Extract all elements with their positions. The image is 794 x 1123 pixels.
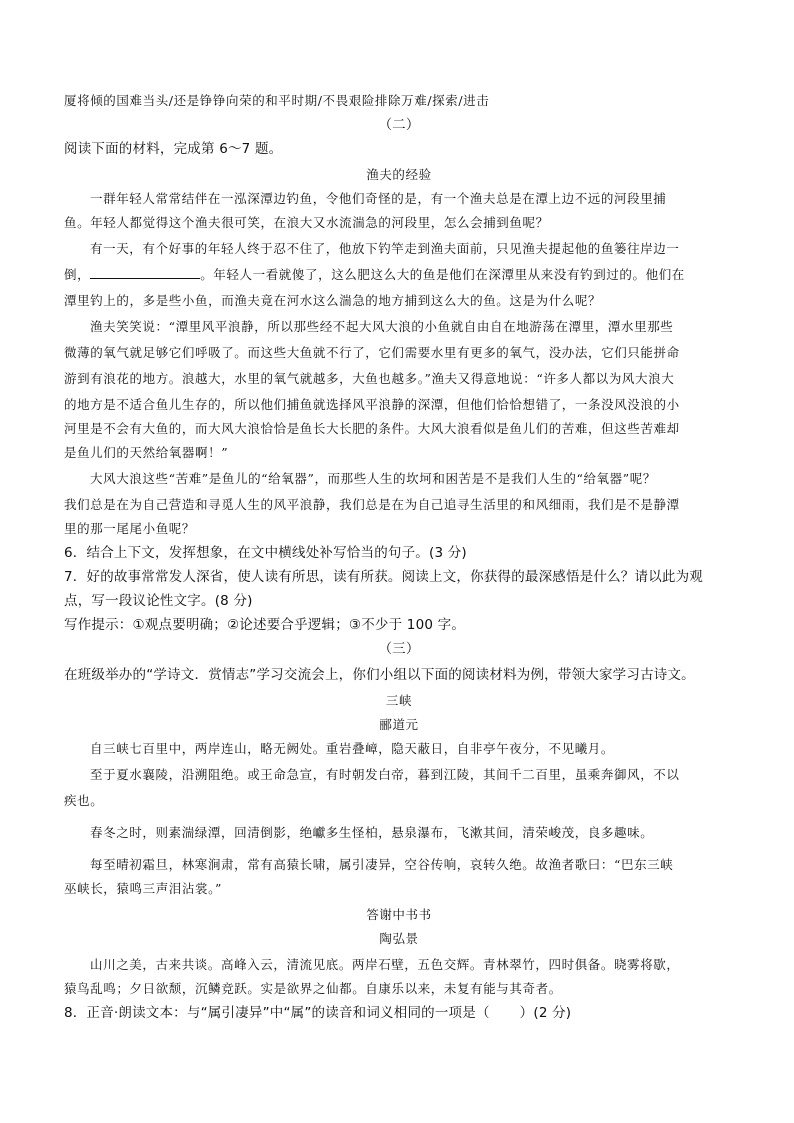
passage-p3-line2: 微薄的氧气就足够它们呼吸了。而这些大鱼就不行了，它们需要水里有更多的氧气，没办法，它们只能拼命 (64, 345, 680, 360)
text2-line2: 猿鸟乱鸣；夕日欲颓，沉鳞竞跃。实是欲界之仙都。自康乐以来，未复有能与其奇者。 (64, 981, 562, 996)
passage-p2-post: 。年轻人一看就傻了，这么肥这么大的鱼是他们在深潭里从来没有钓到过的。他们在 (200, 267, 685, 282)
question-8-text: 8．正音·朗读文本：与“属引凄异”中“属”的读音和词义相同的一项是（ (64, 1005, 490, 1021)
text1-p4-line1: 每至晴初霜旦，林寒涧肃，常有高猿长啸，属引凄异，空谷传响，哀转久绝。故渔者歌曰：“巴东三峡 (90, 857, 674, 872)
question-8-score: ）(2 分) (519, 1005, 572, 1021)
passage-p2-line1: 有一天，有个好事的年轻人终于忍不住了，他放下钓竿走到渔夫面前，只见渔夫提起他的鱼篓往岸边一 (90, 241, 680, 256)
text1-p2-line2: 疾也。 (64, 793, 104, 808)
passage-p4-line1: 大风大浪这些“苦难”是鱼儿的“给氧器”，而那些人生的坎坷和困苦是不是我们人生的“给氧器”呢？ (90, 471, 656, 486)
passage-p3-line1: 渔夫笑笑说：“潭里风平浪静，所以那些经不起大风大浪的小鱼就自由自在地游荡在潭里，潭水里那些 (90, 319, 674, 334)
text2-line1: 山川之美，古来共谈。高峰入云，清流见底。两岸石壁，五色交辉。青林翠竹，四时俱备。晓雾将歇， (90, 957, 680, 972)
section1-answer-tail: 厦将倾的国难当头/还是铮铮向荣的和平时期/不畏艰险排除万难/探索/进击 (64, 93, 490, 108)
text1-p4-line2: 巫峡长，猿鸣三声泪沾裳。” (64, 881, 222, 896)
passage-p3-line3: 游到有浪花的地方。浪越大，水里的氧气就越多，大鱼也越多。”渔夫又得意地说：“许多人都以为风大浪大 (64, 371, 675, 386)
text2-author: 陶弘景 (379, 931, 419, 946)
text1-p3: 春冬之时，则素湍绿潭，回清倒影，绝巘多生怪柏，悬泉瀑布，飞漱其间，清荣峻茂，良多趣味。 (90, 825, 654, 840)
question-8 (64, 1004, 734, 1022)
section3-intro: 在班级举办的“学诗文．赏情志”学习交流会上，你们小组以下面的阅读材料为例，带领大家学习古诗文。 (64, 667, 695, 683)
text1-author: 郦道元 (379, 717, 419, 732)
passage-p2-pre: 倒， (64, 267, 91, 282)
passage-p2-line3: 潭里钓上的，多是些小鱼，而渔夫竟在河水这么湍急的地方捕到这么大的鱼。这是为什么呢？ (64, 293, 602, 308)
section2-instruction: 阅读下面的材料，完成第 6～7 题。 (64, 141, 283, 157)
text2-title: 答谢中书书 (366, 907, 432, 922)
question-7-line2: 点，写一段议论性文字。(8 分) (64, 593, 253, 609)
passage-p3-line6: 是鱼儿们的天然给氧器啊！” (64, 445, 229, 460)
text1-p2-line1: 至于夏水襄陵，沿溯阻绝。或王命急宣，有时朝发白帝，暮到江陵，其间千二百里，虽乘奔御风，不以 (90, 767, 680, 782)
text1-p1: 自三峡七百里中，两岸连山，略无阙处。重岩叠嶂，隐天蔽日，自非亭午夜分，不见曦月。 (90, 741, 615, 756)
section2-heading: （二） (378, 117, 420, 133)
passage-title: 渔夫的经验 (366, 167, 432, 182)
passage-p3-line5: 河里是不会有大鱼的，而大风大浪恰恰是鱼长大长肥的条件。大风大浪看似是鱼儿们的苦难，但这些苦难却 (64, 421, 680, 436)
passage-p1-line2: 鱼。年轻人都觉得这个渔夫很可笑，在浪大又水流湍急的河段里，怎么会捕到鱼呢？ (64, 215, 549, 230)
fill-in-blank[interactable] (90, 266, 200, 279)
passage-p1-line1: 一群年轻人常常结伴在一泓深潭边钓鱼，令他们奇怪的是，有一个渔夫总是在潭上边不远的河段里捕 (90, 191, 667, 206)
text1-title: 三峡 (385, 693, 413, 708)
question-6: 6．结合上下文，发挥想象，在文中横线处补写恰当的句子。(3 分) (64, 545, 467, 561)
passage-p4-line2: 我们总是在为自己营造和寻觅人生的风平浪静，我们总是在为自己追寻生活里的和风细雨，我们是不是静潭 (64, 497, 680, 512)
passage-p4-line3: 里的那一尾尾小鱼呢？ (64, 521, 196, 536)
passage-p3-line4: 的地方是不适合鱼儿生存的，所以他们捕鱼就选择风平浪静的深潭，但他们恰恰想错了，一条没风没浪的小 (64, 397, 680, 412)
section3-heading: （三） (378, 641, 420, 657)
passage-p2-line2 (64, 266, 734, 284)
question-7-line1: 7．好的故事常常发人深省，使人读有所思，读有所获。阅读上文，你获得的最深感悟是什么？请以此为观 (64, 569, 703, 585)
writing-hint: 写作提示：①观点要明确；②论述要合乎逻辑；③不少于 100 字。 (64, 617, 466, 633)
